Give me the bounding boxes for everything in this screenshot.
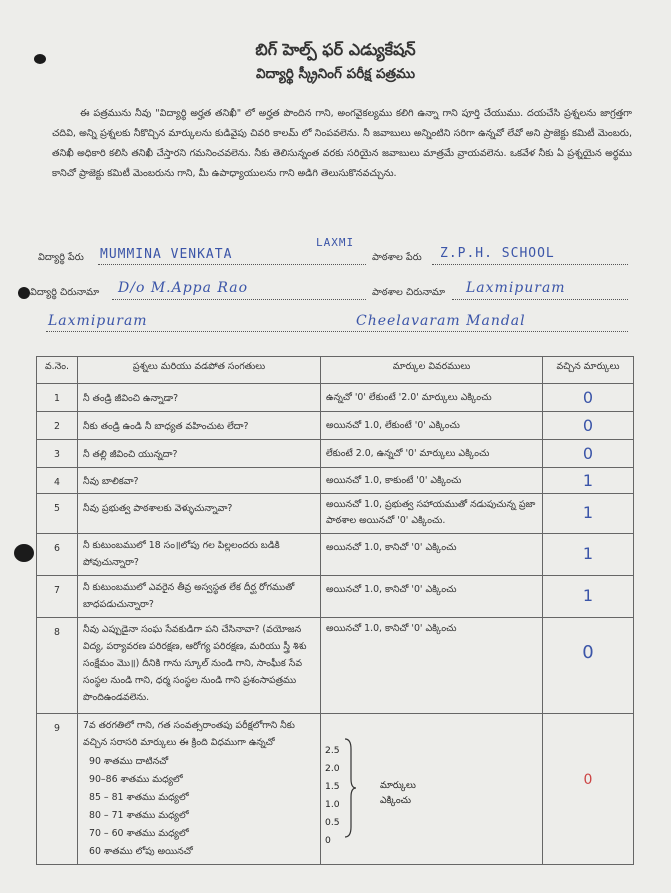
row-score[interactable]: 0 xyxy=(543,714,634,865)
row-score[interactable]: 1 xyxy=(543,576,634,618)
scale-value: 1.0 xyxy=(325,799,340,810)
scale-note-line: ఎక్కించు xyxy=(380,795,411,806)
row-question xyxy=(78,714,321,865)
header-marks-obtained: వచ్చిన మార్కులు xyxy=(543,357,634,384)
student-name-suffix[interactable]: LAXMI xyxy=(316,236,355,249)
student-name-value[interactable]: MUMMINA VENKATA xyxy=(100,247,233,262)
range-item: 80 – 71 శాతము మధ్యలో xyxy=(89,810,189,821)
address-line-2[interactable]: Cheelavaram Mandal xyxy=(356,313,526,329)
ink-blot-top xyxy=(34,54,46,64)
ink-blot-address xyxy=(18,287,30,299)
school-name-value[interactable]: Z.P.H. SCHOOL xyxy=(440,246,555,261)
row9-scale xyxy=(325,742,340,850)
row-number: 9 xyxy=(37,714,78,865)
intro-paragraph: ఈ పత్రమును నీవు "విద్యార్థి అర్హత తనిఖీ" లో అర్హత పొందిన గాని, అంగవైకల్యము కలిగి ఉన్నా గాని పూర్తి చేయుము. దయచేసి ప్రశ్నలను జాగ్రత్తగా చదివి, అన్ని ప్రశ్నలకు నీకొచ్చిన మార్కులను కుడివైపు చివరి కాలమ్ లో నింపవలెను. నీ జవాబులు అన్నింటిని సరిగా ఉన్నవో లేవో అని ప్రాజెక్టు కమిటీ మెంబరు, తనిఖీ అధికారి కలిసి తనిఖీ చేస్తారని గమనించవలెను. నీకు తెలిసున్నంత వరకు సరియైన జవాబులు మాత్రమే వ్రాయవలెను. ఒకవేళ నీకు ఏ ప్రశ్నయైన అర్థము కానిచో ప్రాజెక్టు కమిటీ మెంబరును గాని, మీ ఉపాధ్యాయులను గాని అడిగి తెలుసుకొనవచ్చును. xyxy=(52,108,632,179)
table-row xyxy=(37,618,634,714)
right-brace-icon xyxy=(343,737,357,839)
student-address-line xyxy=(112,298,366,300)
row-number: 4 xyxy=(37,468,78,494)
school-name-label: పాఠశాల పేరు xyxy=(372,252,422,263)
row-question: నీకు తండ్రి ఉండి నీ బాధ్యత వహించుట లేదా? xyxy=(78,412,321,440)
scale-value: 0.5 xyxy=(325,817,340,828)
row-marks-rule: అయినచో 1.0, కానిచో '0' ఎక్కించు xyxy=(321,618,543,714)
range-item: 85 – 81 శాతము మధ్యలో xyxy=(89,792,189,803)
form-title: బిగ్ హెల్ప్ ఫర్ ఎడ్యుకేషన్ xyxy=(255,40,416,59)
row-score[interactable]: 1 xyxy=(543,468,634,494)
range-item: 90–86 శాతము మధ్యలో xyxy=(89,774,183,785)
header-question: ప్రశ్నలు మరియు వడపోత సంగతులు xyxy=(78,357,321,384)
scale-value: 1.5 xyxy=(325,781,340,792)
row-marks-rule: అయినచో 1.0, కాకుంటే '0' ఎక్కించు xyxy=(321,468,543,494)
row-number: 6 xyxy=(37,534,78,576)
row9-scale-note xyxy=(380,778,416,808)
row-marks-rule: లేకుంటే 2.0, ఉన్నచో '0' మార్కులు ఎక్కించు xyxy=(321,440,543,468)
table-row xyxy=(37,494,634,534)
row-question: నీ కుటుంబములో ఎవరైన తీవ్ర అస్వస్థత లేక దీర్ఘ రోగముతో బాధపడుచున్నారా? xyxy=(78,576,321,618)
row-score[interactable]: 0 xyxy=(543,384,634,412)
table-row xyxy=(37,384,634,412)
row9-question-text: 7వ తరగతిలో గాని, గత సంవత్సరాంతపు పరీక్షలోగాని నీకు వచ్చిన సరాసరి మార్కులు ఈ క్రింది విధముగా ఉన్నచో xyxy=(83,720,295,748)
row-marks-rule: అయినచో 1.0, ప్రభుత్వ సహాయముతో నడుపుచున్న ప్రజా పాఠశాల అయినచో '0' ఎక్కించు. xyxy=(321,494,543,534)
student-name-line xyxy=(98,263,366,265)
table-row xyxy=(37,534,634,576)
form-subtitle: విద్యార్థి స్క్రీనింగ్ పరీక్ష పత్రము xyxy=(255,66,416,82)
row-question: నీ తల్లి జీవించి యున్నదా? xyxy=(78,440,321,468)
row-number: 7 xyxy=(37,576,78,618)
range-item: 60 శాతము లోపు అయినచో xyxy=(89,846,193,857)
row-marks-rule: అయినచో 1.0, కానిచో '0' ఎక్కించు xyxy=(321,576,543,618)
student-address-value[interactable]: D/o M.Appa Rao xyxy=(118,280,249,296)
row9-range-list xyxy=(83,753,315,861)
student-name-label: విద్యార్థి పేరు xyxy=(38,252,84,263)
row-marks-rule: అయినచో 1.0, లేకుంటే '0' ఎక్కించు xyxy=(321,412,543,440)
school-address-value[interactable]: Laxmipuram xyxy=(466,280,566,296)
row-question: నీవు బాలికవా? xyxy=(78,468,321,494)
row-number: 1 xyxy=(37,384,78,412)
row-marks-rule: అయినచో 1.0, కానిచో '0' ఎక్కించు xyxy=(321,534,543,576)
row-question: నీ తండ్రి జీవించి ఉన్నాడా? xyxy=(78,384,321,412)
student-address-label: విద్యార్థి చిరునామా xyxy=(30,287,100,298)
row-score[interactable]: 1 xyxy=(543,534,634,576)
scale-value: 2.0 xyxy=(325,763,340,774)
row-number: 2 xyxy=(37,412,78,440)
range-item: 90 శాతము దాటినచో xyxy=(89,756,169,767)
table-header-row xyxy=(37,357,634,384)
scale-note-line: మార్కులు xyxy=(380,780,416,791)
scale-value: 2.5 xyxy=(325,745,340,756)
ink-blot-row6 xyxy=(14,544,34,562)
table-row xyxy=(37,412,634,440)
header-serial: వ.నెం. xyxy=(37,357,78,384)
header-marks-details: మార్కుల వివరములు xyxy=(321,357,543,384)
address-line-row xyxy=(46,330,628,332)
school-address-label: పాఠశాల చిరునామా xyxy=(372,287,446,298)
range-item: 70 – 60 శాతము మధ్యలో xyxy=(89,828,189,839)
row-number: 3 xyxy=(37,440,78,468)
row-question: నీ కుటుంబములో 18 సం॥లోపు గల పిల్లలందరు బడికి పోవుచున్నారా? xyxy=(78,534,321,576)
table-row xyxy=(37,468,634,494)
school-name-line xyxy=(432,263,628,265)
row-number: 5 xyxy=(37,494,78,534)
address-line-1[interactable]: Laxmipuram xyxy=(48,313,148,329)
table-row xyxy=(37,440,634,468)
row-score[interactable]: 0 xyxy=(543,618,634,714)
school-address-line xyxy=(452,298,628,300)
table-row xyxy=(37,576,634,618)
row-score[interactable]: 0 xyxy=(543,412,634,440)
row-question: నీవు ప్రభుత్వ పాఠశాలకు వెళ్ళుచున్నావా? xyxy=(78,494,321,534)
row-number: 8 xyxy=(37,618,78,714)
row-score[interactable]: 0 xyxy=(543,440,634,468)
row-marks-rule: ఉన్నచో '0' లేకుంటే '2.0' మార్కులు ఎక్కించు xyxy=(321,384,543,412)
row-question: నీవు ఎప్పుడైనా సంఘ సేవకుడిగా పని చేసినావా? (వయోజన విద్య, పర్యావరణ పరిరక్షణ, ఆరోగ్య పరిరక్షణ, మరియు స్త్రీ శిశు సంక్షేమం మొ॥) దీనికి గాను స్కూల్ నుండి గాని, సాంఘీక సేవ సంస్థల నుండి గాని, ధర్మ సంస్థల నుండి గాని ప్రశంసాపత్రము పొందిఉండవలెను. xyxy=(78,618,321,714)
scale-value: 0 xyxy=(325,835,331,846)
row-score[interactable]: 1 xyxy=(543,494,634,534)
